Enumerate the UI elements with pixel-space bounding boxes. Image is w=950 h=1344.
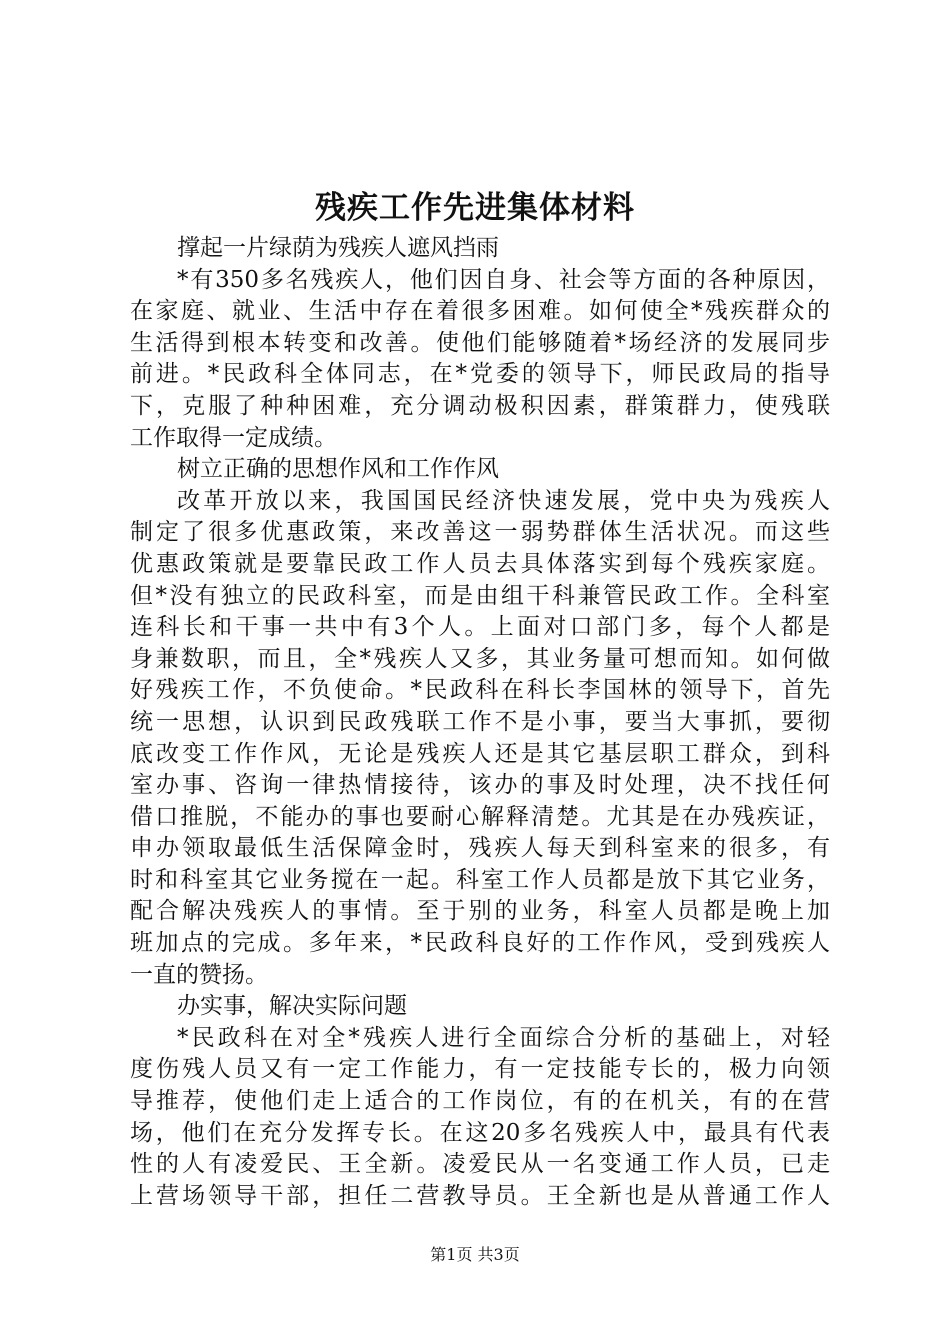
paragraph-line: 班加点的完成。多年来，*民政科良好的工作作风，受到残疾人 xyxy=(130,930,830,957)
paragraph-line: 导推荐，使他们走上适合的工作岗位，有的在机关，有的在营 xyxy=(130,1088,830,1115)
paragraph-line: *民政科在对全*残疾人进行全面综合分析的基础上，对轻 xyxy=(177,1024,830,1051)
paragraph-line: 工作取得一定成绩。 xyxy=(130,424,337,451)
paragraph-line: *有350多名残疾人，他们因自身、社会等方面的各种原因， xyxy=(177,266,830,293)
paragraph-line: 连科长和干事一共中有3个人。上面对口部门多，每个人都是 xyxy=(130,614,830,641)
paragraph-line: 制定了很多优惠政策，来改善这一弱势群体生活状况。而这些 xyxy=(130,519,830,546)
document-title: 残疾工作先进集体材料 xyxy=(315,190,635,226)
paragraph-line: 改革开放以来，我国国民经济快速发展，党中央为残疾人 xyxy=(177,487,830,514)
paragraph-line: 配合解决残疾人的事情。至于别的业务，科室人员都是晚上加 xyxy=(130,898,830,925)
paragraph-line: 在家庭、就业、生活中存在着很多困难。如何使全*残疾群众的 xyxy=(130,298,830,325)
paragraph-line: 时和科室其它业务搅在一起。科室工作人员都是放下其它业务， xyxy=(130,866,830,893)
section-heading: 树立正确的思想作风和工作作风 xyxy=(177,456,499,483)
paragraph-line: 身兼数职，而且，全*残疾人又多，其业务量可想而知。如何做 xyxy=(130,645,830,672)
paragraph-line: 前进。*民政科全体同志，在*党委的领导下，师民政局的指导 xyxy=(130,361,830,388)
paragraph-line: 但*没有独立的民政科室，而是由组干科兼管民政工作。全科室 xyxy=(130,582,830,609)
paragraph-line: 申办领取最低生活保障金时，残疾人每天到科室来的很多，有 xyxy=(130,835,830,862)
paragraph-line: 优惠政策就是要靠民政工作人员去具体落实到每个残疾家庭。 xyxy=(130,550,830,577)
paragraph-line: 底改变工作作风，无论是残疾人还是其它基层职工群众，到科 xyxy=(130,740,830,767)
paragraph-line: 上营场领导干部，担任二营教导员。王全新也是从普通工作人 xyxy=(130,1182,830,1209)
paragraph-line: 室办事、咨询一律热情接待，该办的事及时处理，决不找任何 xyxy=(130,772,830,799)
paragraph-line: 借口推脱，不能办的事也要耐心解释清楚。尤其是在办残疾证， xyxy=(130,803,830,830)
paragraph-line: 一直的赞扬。 xyxy=(130,961,268,988)
page-number-footer: 第1页 共3页 xyxy=(430,1245,520,1264)
paragraph-line: 度伤残人员又有一定工作能力，有一定技能专长的，极力向领 xyxy=(130,1056,830,1083)
paragraph-line: 场，他们在充分发挥专长。在这20多名残疾人中，最具有代表 xyxy=(130,1119,830,1146)
paragraph-line: 下，克服了种种困难，充分调动极积因素，群策群力，使残联 xyxy=(130,392,830,419)
paragraph-line: 生活得到根本转变和改善。使他们能够随着*场经济的发展同步 xyxy=(130,329,830,356)
paragraph-line: 统一思想，认识到民政残联工作不是小事，要当大事抓，要彻 xyxy=(130,708,830,735)
section-heading: 办实事，解决实际问题 xyxy=(177,993,407,1020)
paragraph-line: 性的人有凌爱民、王全新。凌爱民从一名变通工作人员，已走 xyxy=(130,1151,830,1178)
section-heading: 撑起一片绿荫为残疾人遮风挡雨 xyxy=(177,235,499,261)
paragraph-line: 好残疾工作，不负使命。*民政科在科长李国林的领导下，首先 xyxy=(130,677,830,704)
document-body xyxy=(130,233,830,1212)
